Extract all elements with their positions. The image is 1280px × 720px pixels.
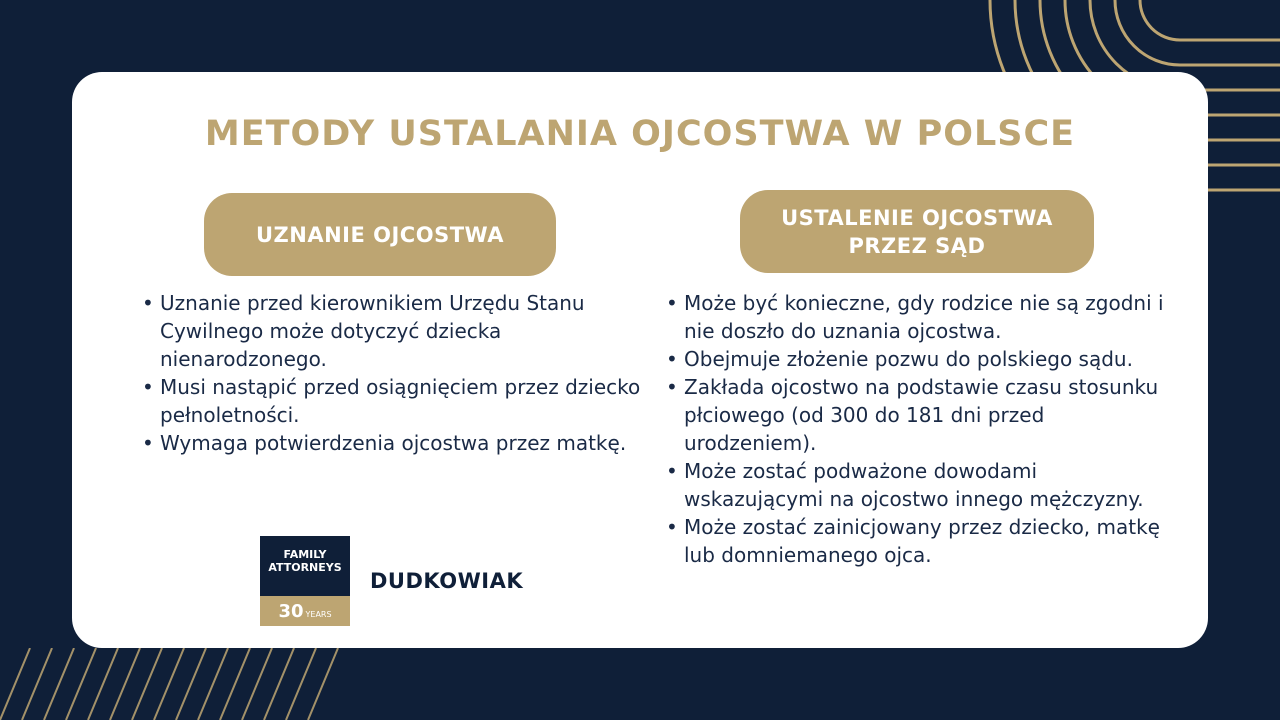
logo-years-label: YEARS	[305, 610, 332, 619]
list-item: • Uznanie przed kierownikiem Urzędu Stanu Cywilnego może dotyczyć dziecka nienarodzonego.	[142, 289, 642, 373]
list-item: • Może zostać podważone dowodami wskazującymi na ojcostwo innego mężczyzny.	[666, 457, 1176, 513]
content-card	[72, 72, 1208, 648]
heading-uznanie-label: UZNANIE OJCOSTWA	[255, 222, 504, 247]
list-item: • Może być konieczne, gdy rodzice nie są zgodni i nie doszło do uznania ojcostwa.	[666, 289, 1176, 345]
list-item: • Obejmuje złożenie pozwu do polskiego sądu.	[666, 345, 1176, 373]
brand-name: DUDKOWIAK	[370, 569, 524, 593]
heading-ustalenie-line2: PRZEZ SĄD	[848, 233, 986, 258]
list-item: • Wymaga potwierdzenia ojcostwa przez matkę.	[142, 429, 642, 457]
list-item: • Może zostać zainicjowany przez dziecko, matkę lub domniemanego ojca.	[666, 513, 1176, 569]
logo-line-attorneys: ATTORNEYS	[268, 561, 342, 574]
list-item: • Musi nastąpić przed osiągnięciem przez dziecko pełnoletności.	[142, 373, 642, 429]
decorative-stripes	[0, 648, 340, 720]
heading-ustalenie-line1: USTALENIE OJCOSTWA	[781, 205, 1053, 230]
family-attorneys-logo	[260, 536, 350, 626]
ustalenie-list	[666, 289, 1176, 569]
page-title: METODY USTALANIA OJCOSTWA W POLSCE	[204, 114, 1076, 154]
logo-years	[260, 601, 350, 622]
heading-ustalenie	[740, 190, 1094, 273]
logo-years-number: 30	[278, 601, 304, 622]
heading-uznanie	[204, 193, 556, 276]
uznanie-list	[142, 289, 642, 457]
logo-line-family: FAMILY	[283, 548, 327, 561]
list-item: • Zakłada ojcostwo na podstawie czasu stosunku płciowego (od 300 do 181 dni przed urodzeniem).	[666, 373, 1176, 457]
